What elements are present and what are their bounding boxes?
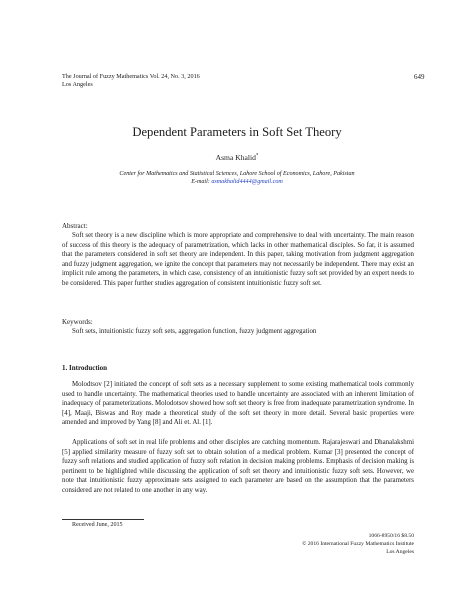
section-heading-introduction: 1. Introduction (62, 364, 107, 372)
email-link[interactable]: asmakhalid4444@gmail.com (211, 179, 283, 185)
affiliation (0, 170, 474, 186)
page-number: 649 (414, 73, 425, 81)
intro-paragraph-2: Applications of soft set in real life problems and other disciples are catching momentum. Rajarajeswari and Dhanalakshmi [5] applied similarity measure of fuzzy soft set to obtain solution of a medical problem. Kumar [3] presented the concept of fuzzy soft relations and studied application of fuzzy soft relation in decision making problems. Emphasis of decision making is pertinent to be highlighted while discussing the application of soft set theory and intuitionistic fuzzy soft sets. However, we note that intuitionistic fuzzy approximate sets assigned to each parameter are based on the assumption that the parameters considered are not related to one another in any way. (62, 439, 414, 494)
intro-paragraph-1: Molodtsov [2] initiated the concept of soft sets as a necessary supplement to some existing mathematical tools commonly used to handle uncertainty. The mathematical theories used to handle uncertainty are associated with an inherent limitation of inadequacy of parameterizations. Molodotsov showed how soft set theory is free from inadequate parametrization syndrome. In [4], Maaji, Biswas and Roy made a theoretical study of the soft set theory in more detail. Several basic properties were amended and improved by Yang [8] and Ali et. Al. [1]. (62, 381, 414, 427)
keywords-text: Soft sets, intuitionistic fuzzy soft sets, aggregation function, fuzzy judgment aggregation (72, 328, 317, 335)
author-line (0, 153, 474, 162)
abstract-label: Abstract: (62, 222, 88, 230)
email-line (0, 178, 474, 186)
author-mark: * (255, 153, 259, 159)
paper-title: Dependent Parameters in Soft Set Theory (132, 125, 342, 139)
footer-code: 1066-8950/16 $8.50 (368, 533, 414, 539)
received-date: Received June, 2015 (72, 522, 123, 528)
footer-location: Los Angeles (386, 549, 414, 555)
journal-location: Los Angeles (62, 81, 93, 88)
journal-line: The Journal of Fuzzy Mathematics Vol. 24, No. 3, 2016 (62, 73, 200, 80)
keywords-label: Keywords: (62, 318, 93, 326)
footer-copyright: © 2016 International Fuzzy Mathematics Institute (302, 541, 414, 547)
journal-header (62, 73, 200, 89)
author-name: Asma Khalid (215, 153, 256, 162)
affiliation-line: Center for Mathematics and Statistical Sciences, Lahore School of Economics, Lahore, Pakistan (119, 171, 355, 177)
footer-block (180, 532, 414, 556)
footnote-separator (62, 519, 144, 520)
email-label: E-mail: (191, 179, 212, 185)
abstract-text: Soft set theory is a new discipline which is more appropriate and comprehensive to deal with uncertainty. The main reason of success of this theory is the adequacy of parametrization, which lacks in other mathematical disciples. So far, it is assumed that the parameters considered in soft set theory are independent. In this paper, taking motivation from judgment aggregation and fuzzy judgment aggregation, we ignite the concept that parameters may not necessarily be independent. There may exist an implicit rule among the parameters, in which case, consistency of an intuitionistic fuzzy soft set provided by an expert needs to be considered. This paper further studies aggregation of consistent intuitionistic fuzzy soft set. (62, 232, 414, 287)
